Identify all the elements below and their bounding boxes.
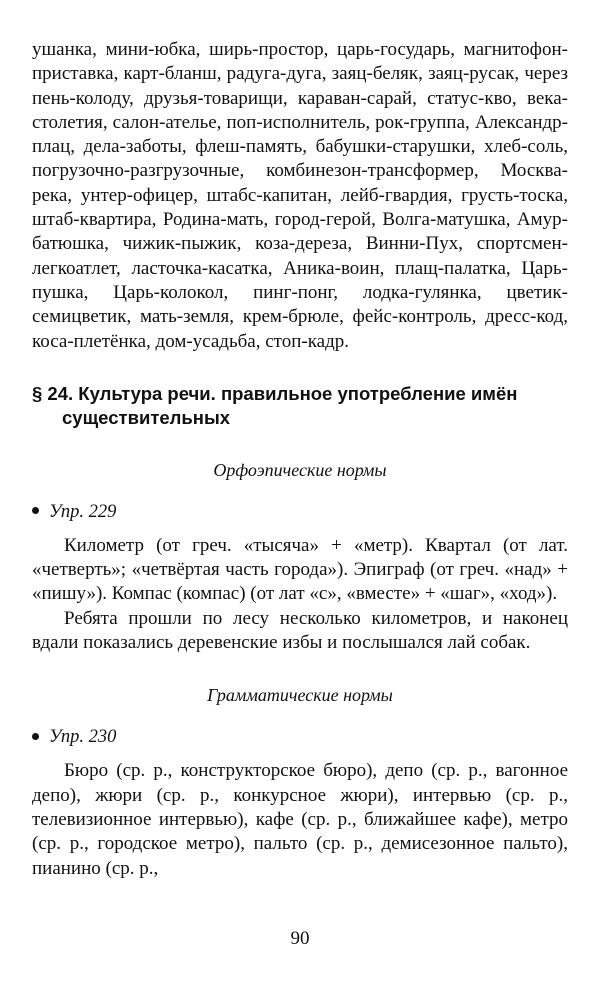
page-number: 90 [290,928,310,949]
exercise-230-title: Упр. 230 [49,727,117,748]
bullet-icon [32,507,39,514]
exercise-229-sentence: Ребята прошли по лесу несколько километров, и наконец вдали показались деревенские избы и послышался лай собак. [32,607,568,654]
exercise-230-label [32,725,568,749]
subheading-grammatical: Грамматические нормы [207,685,393,706]
section-heading: § 24. Культура речи. правильное употребление имён существительных [32,382,518,428]
exercise-229-title: Упр. 229 [49,501,117,522]
exercise-229-label [32,500,568,524]
bullet-icon [32,733,39,740]
page-content [32,38,573,881]
word-list-paragraph: ушанка, мини-юбка, ширь-простор, царь-государь, магнитофон-приставка, карт-бланш, радуга-дуга, заяц-беляк, заяц-русак, через пень-колоду, друзья-товарищи, караван-сарай, статус-кво, века-столетия, салон-ателье, поп-исполнитель, рок-группа, Александр-плац, дела-заботы, флеш-память, бабушки-старушки, хлеб-соль, погрузочно-разгрузочные, комбинезон-трансформер, Москва-река, унтер-офицер, штабс-капитан, лейб-гвардия, грусть-тоска, штаб-квартира, Родина-мать, город-герой, Волга-матушка, Амур-батюшка, чижик-пыжик, коза-дереза, Винни-Пух, спортсмен-легкоатлет, ласточка-касатка, Аника-воин, плащ-палатка, Царь-пушка, Царь-колокол, пинг-понг, лодка-гулянка, цветик-семицветик, мать-земля, крем-брюле, фейс-контроль, дресс-код, коса-плетёнка, дом-усадьба, стоп-кадр. [32,39,573,352]
subheading-orthoepic: Орфоэпические нормы [213,459,387,480]
exercise-229-etymology: Километр (от греч. «тысяча» + «метр). Квартал (от лат. «четверть»; «четвёртая часть города»). Эпиграф (от греч. «над» + «пишу»). Компас (компас) (от лат «с», «вместе» + «шаг», «ход»). [32,534,568,605]
exercise-230-text: Бюро (ср. р., конструкторское бюро), депо (ср. р., вагонное депо), жюри (ср. р., конкурсное жюри), интервью (ср. р., телевизионное интервью), кафе (ср. р., ближайшее кафе), метро (ср. р., городское метро), пальто (ср. р., демисезонное пальто), пианино (ср. р., [32,760,568,879]
